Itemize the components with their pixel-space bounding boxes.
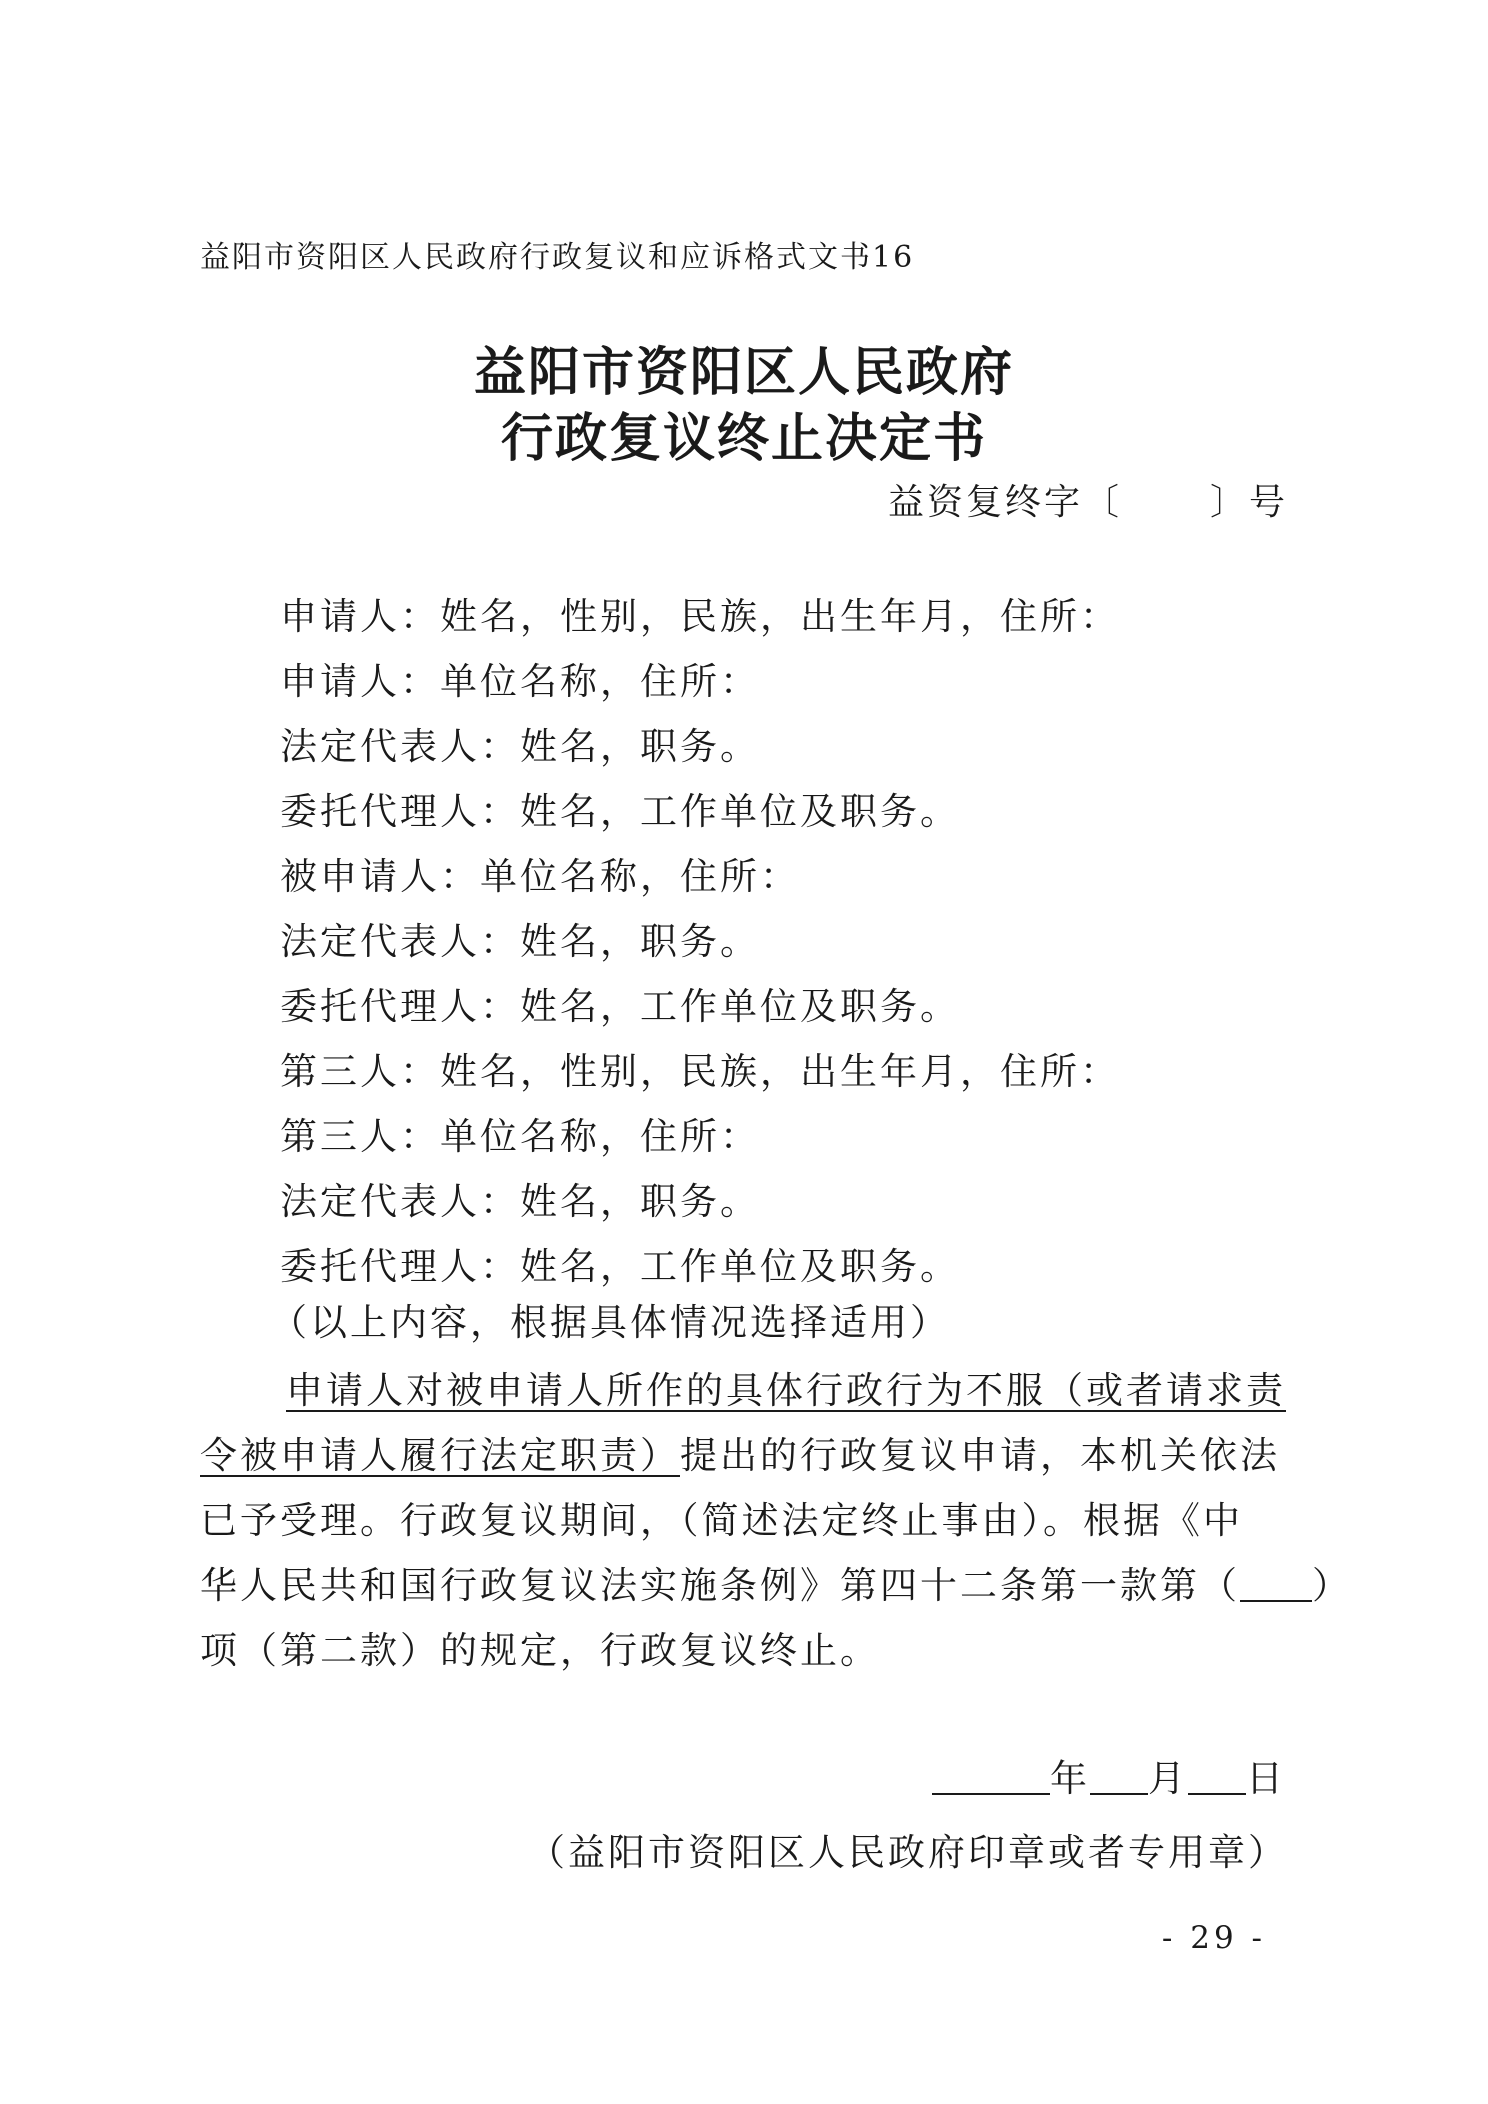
document-number-suffix: 〕号 (1209, 482, 1288, 523)
day-label: 日 (1246, 1757, 1286, 1800)
party-list (280, 584, 1120, 1299)
paragraph-line-4 (200, 1553, 1352, 1618)
party-line: 被申请人：单位名称，住所： (280, 855, 800, 898)
party-line: 第三人：姓名，性别，民族，出生年月，住所： (280, 1050, 1120, 1093)
year-blank (932, 1759, 1050, 1795)
party-line: 第三人：单位名称，住所： (280, 1115, 760, 1158)
paragraph-text: ） (1312, 1564, 1352, 1607)
party-line: 委托代理人：姓名，工作单位及职务。 (280, 1245, 960, 1288)
party-line: 申请人：姓名，性别，民族，出生年月，住所： (280, 595, 1120, 638)
document-title-line-2: 行政复议终止决定书 (500, 409, 987, 469)
month-label: 月 (1148, 1757, 1188, 1800)
paragraph-line-2 (200, 1423, 1290, 1488)
paragraph-line-5: 项（第二款）的规定，行政复议终止。 (200, 1629, 880, 1672)
day-blank (1188, 1759, 1246, 1795)
year-label: 年 (1050, 1757, 1090, 1800)
paragraph-line-1 (200, 1358, 1290, 1423)
date-line (932, 1748, 1286, 1802)
paragraph-line-3: 已予受理。行政复议期间，（简述法定终止事由）。根据《中 (200, 1499, 1243, 1542)
document-number (888, 474, 1288, 525)
seal-note: （益阳市资阳区人民政府印章或者专用章） (528, 1831, 1288, 1874)
party-line: 申请人：单位名称，住所： (280, 660, 760, 703)
underlined-request-text: 申请人对被申请人所作的具体行政行为不服（或者请求责 (286, 1369, 1286, 1412)
party-line: 法定代表人：姓名，职务。 (280, 725, 760, 768)
party-line: 法定代表人：姓名，职务。 (280, 920, 760, 963)
decision-paragraph (200, 1358, 1352, 1683)
document-number-prefix: 益资复终字〔 (887, 482, 1122, 523)
paragraph-text: 提出的行政复议申请，本机关依法 (680, 1434, 1280, 1477)
party-line: 法定代表人：姓名，职务。 (280, 1180, 760, 1223)
party-line: 委托代理人：姓名，工作单位及职务。 (280, 790, 960, 833)
paragraph-text: 华人民共和国行政复议法实施条例》第四十二条第一款第（ (200, 1564, 1240, 1607)
item-number-blank (1240, 1566, 1312, 1602)
party-line: 委托代理人：姓名，工作单位及职务。 (280, 985, 960, 1028)
applicability-note: （以上内容，根据具体情况选择适用） (270, 1301, 950, 1344)
document-title-line-1: 益阳市资阳区人民政府 (473, 343, 1014, 403)
page-number: - 29 - (1161, 1920, 1266, 1956)
month-blank (1090, 1759, 1148, 1795)
underlined-request-text: 令被申请人履行法定职责） (200, 1434, 680, 1477)
document-template-label: 益阳市资阳区人民政府行政复议和应诉格式文书16 (200, 240, 915, 275)
